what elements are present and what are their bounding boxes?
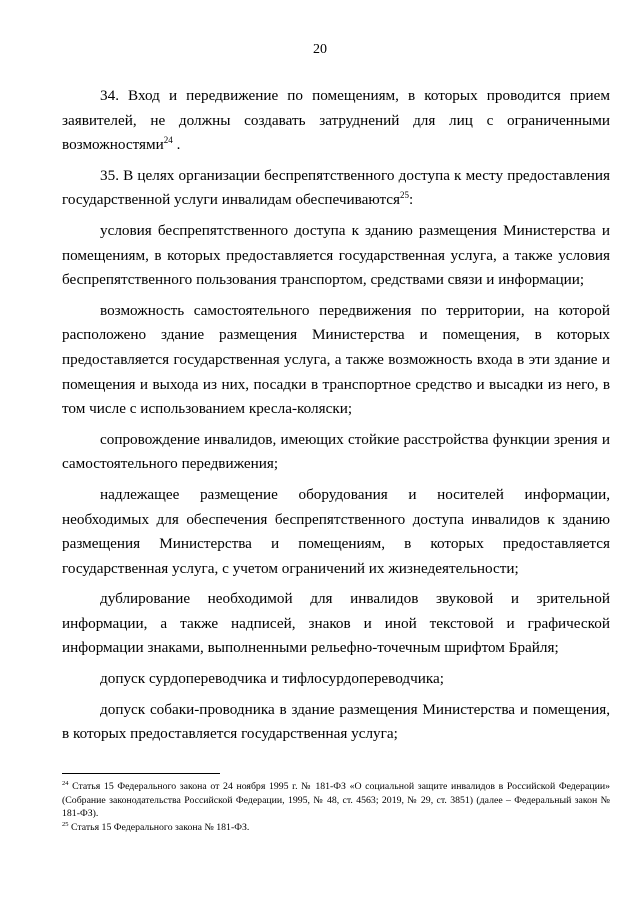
paragraph: условия беспрепятственного доступа к зданию размещения Министерства и помещениям, в которых предоставляется государственная услуга, а также условия беспрепятственного пользования транспортом, средствами связи и информации; <box>62 221 610 289</box>
footnote-ref: 25 <box>400 190 410 201</box>
footnote-ref: 24 <box>163 135 173 146</box>
paragraph: возможность самостоятельного передвижения по территории, на которой расположено здание размещения Министерства и помещения, в которых предоставляется государственная услуга, а также возможность входа в эти здание и помещения и выхода из них, посадки в транспортное средство и высадки из него, в том числе с использованием кресла-коляски; <box>62 301 610 418</box>
paragraph: допуск сурдопереводчика и тифлосурдопереводчика; <box>100 670 444 688</box>
paragraph: допуск собаки-проводника в здание размещения Министерства и помещения, в которых предоставляется государственная услуга; <box>62 700 610 743</box>
footnotes <box>62 780 610 834</box>
paragraph: дублирование необходимой для инвалидов звуковой и зрительной информации, а также надписей, знаков и иной текстовой и графической информации знаками, выполненными рельефно-точечным шрифтом Брайля; <box>62 590 610 657</box>
paragraph: надлежащее размещение оборудования и носителей информации, необходимых для обеспечения беспрепятственного доступа инвалидов к зданию размещения Министерства и помещениям, в которых предоставляется государственная услуга, с учетом ограничений их жизнедеятельности; <box>62 485 610 577</box>
footnote-separator <box>62 773 220 774</box>
paragraph: 35. В целях организации беспрепятственного доступа к месту предоставления государственной услуги инвалидам обеспечиваются$^{25}$: <box>62 166 610 209</box>
footnote-mark: 24 <box>62 780 69 787</box>
footnote: $^{25}$ Статья 15 Федерального закона № 181-ФЗ. <box>62 820 250 833</box>
footnote: $^{24}$ Статья 15 Федерального закона от 24 ноября 1995 г. № 181-ФЗ «О социальной защите инвалидов в Российской Федерации» (Собрание законодательства Российской Федерации, 1995, № 48, ст. 4563; 2019, № 29, ст. 3851) (далее – Федеральный закон № 181-ФЗ). <box>62 780 610 820</box>
page-number: 20 <box>313 42 327 57</box>
paragraph: 34. Вход и передвижение по помещениям, в которых проводится прием заявителей, не должны создавать затруднений для лиц с ограниченными возможностями$^{24}$ . <box>62 87 610 154</box>
main-text <box>62 84 610 753</box>
paragraph: сопровождение инвалидов, имеющих стойкие расстройства функции зрения и самостоятельного передвижения; <box>62 430 610 473</box>
footnote-mark: 25 <box>62 820 69 828</box>
